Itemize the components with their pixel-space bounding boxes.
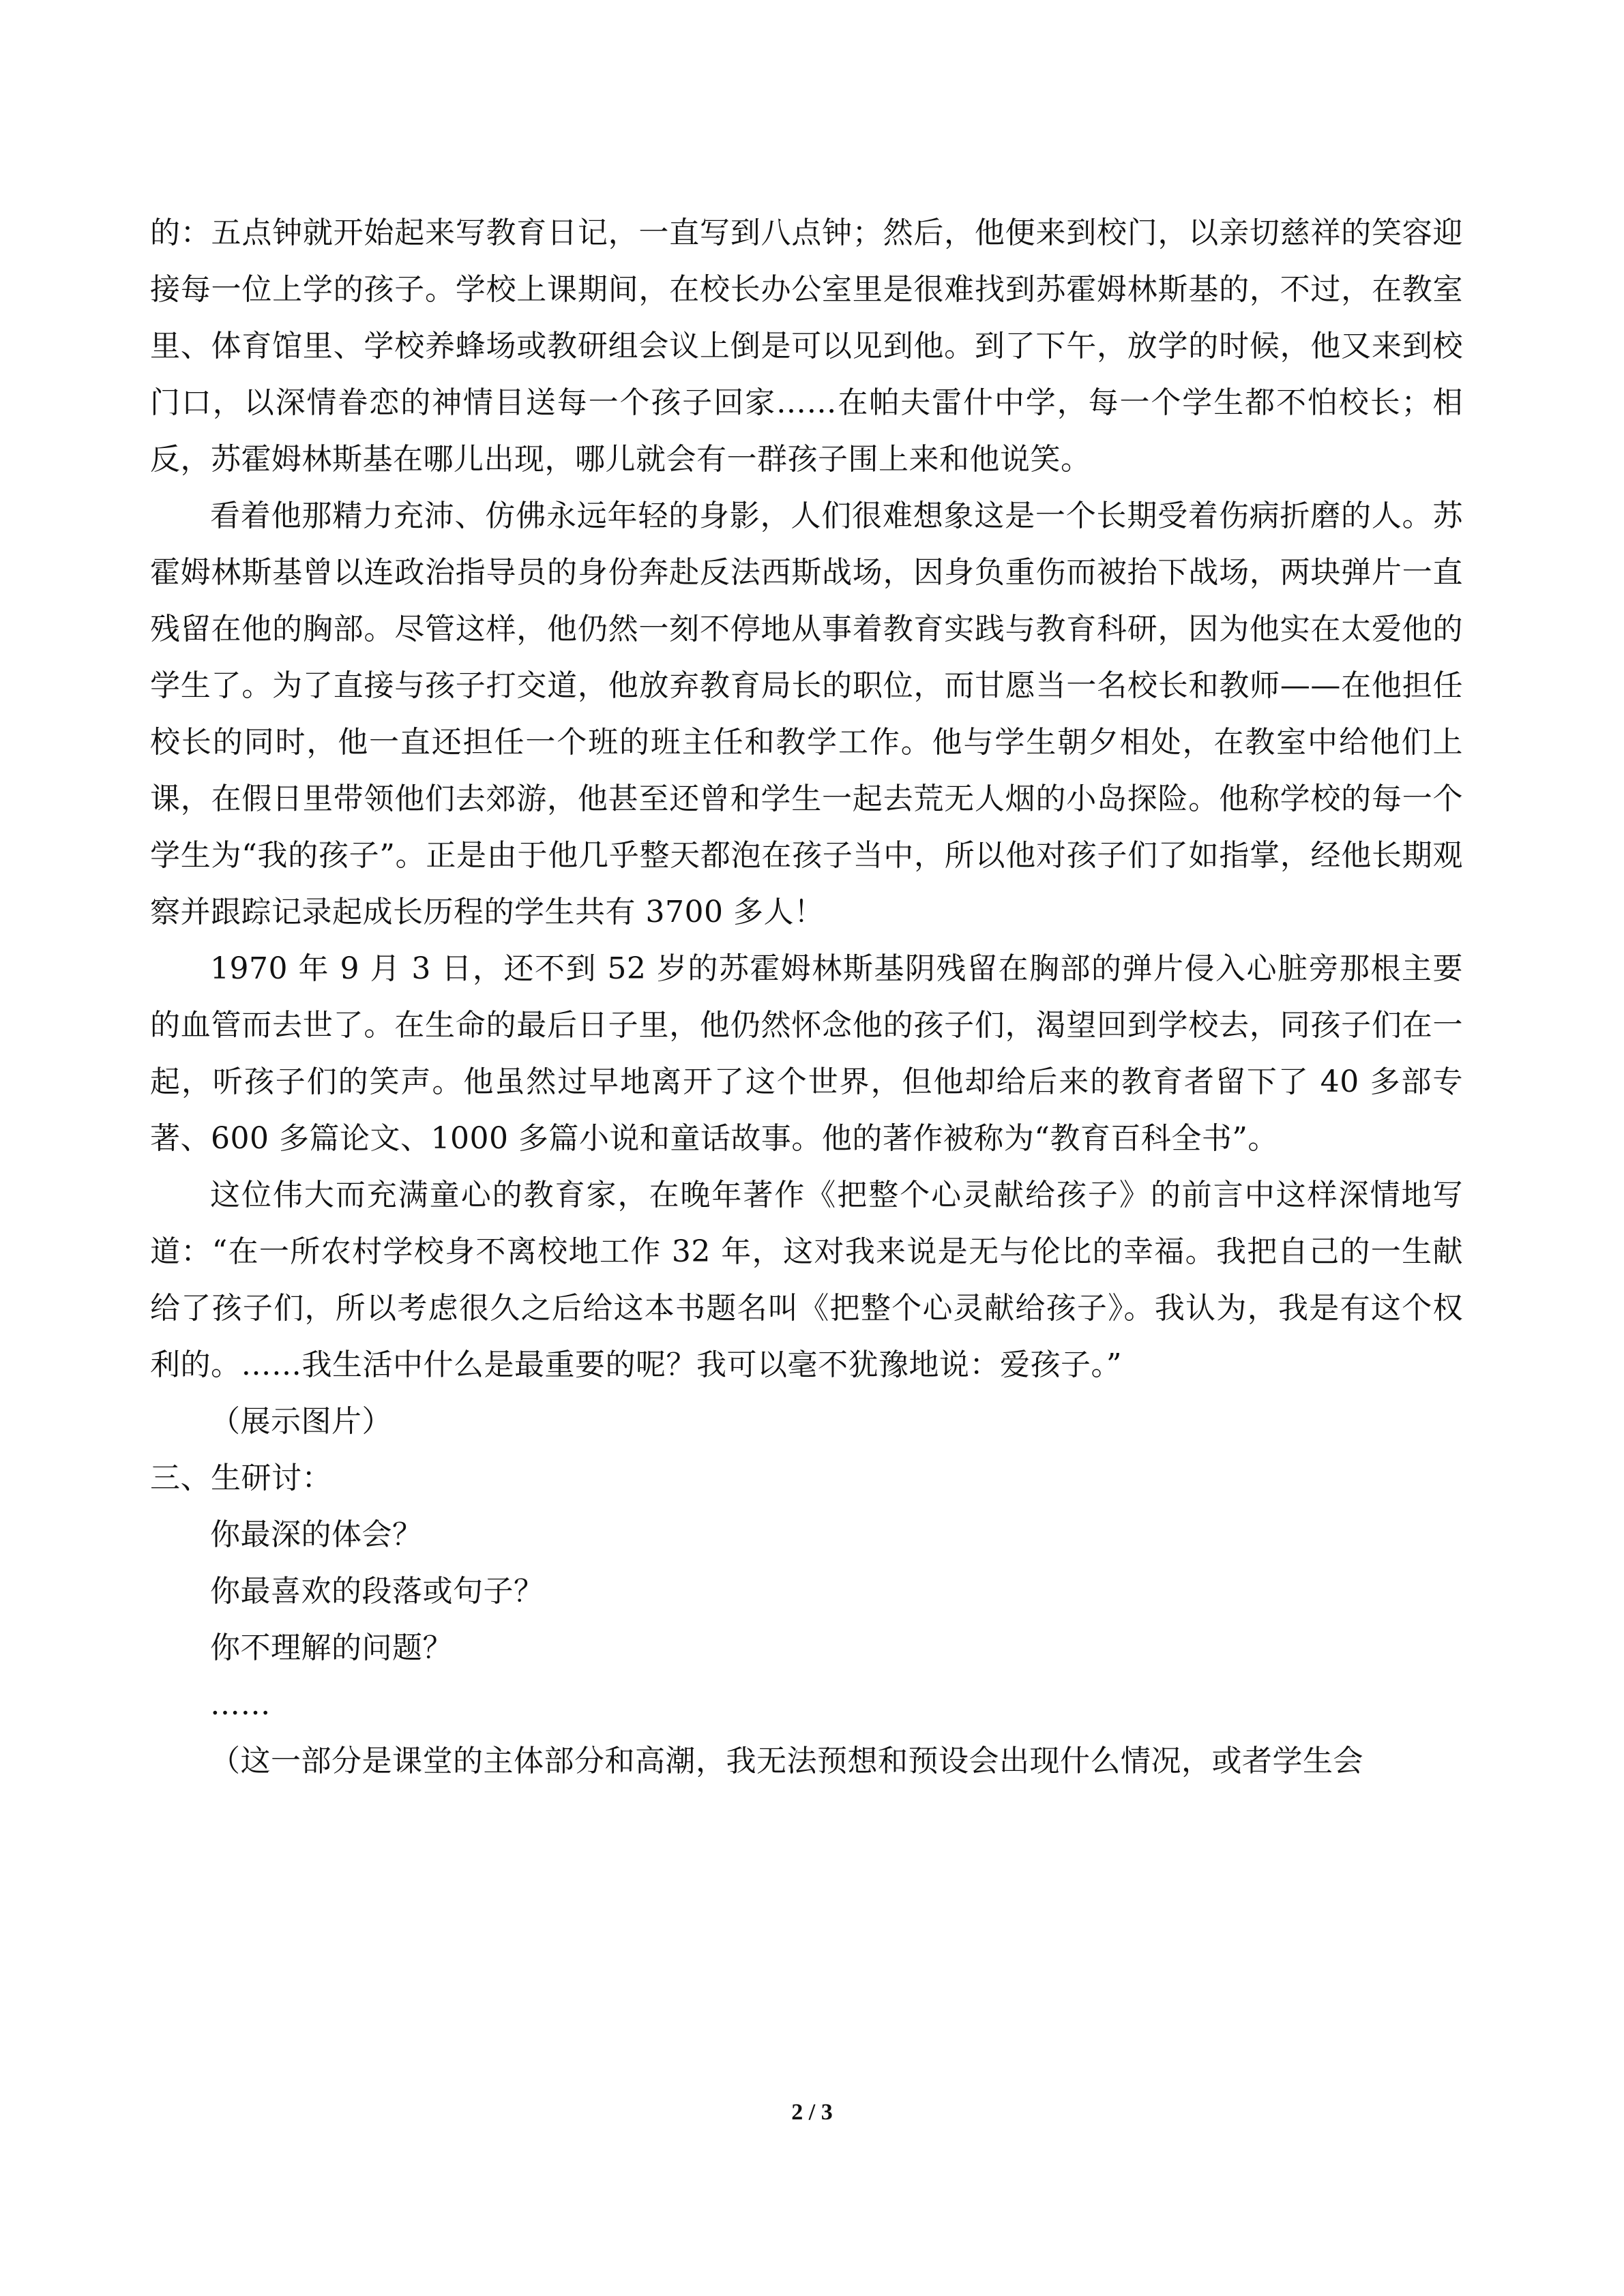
question-item: 你最深的体会？ xyxy=(210,1517,423,1552)
paragraph-3: 1970 年 9 月 3 日，还不到 52 岁的苏霍姆林斯基阴残留在胸部的弹片侵入心脏旁那根主要的血管而去世了。在生命的最后日子里，他仍然怀念他的孩子们，渴望回到学校去，同孩子们在一起，听孩子们的笑声。他虽然过早地离开了这个世界，但他却给后来的教育者留下了 40 多部专著、600 多篇论文、1000 多篇小说和童话故事。他的著作被称为“教育百科全书”。 xyxy=(150,951,1463,1156)
question-item: 你最喜欢的段落或句子？ xyxy=(210,1574,544,1609)
show-picture-note: （展示图片） xyxy=(210,1404,392,1439)
section-heading: 三、生研讨： xyxy=(150,1461,332,1495)
paragraph-4: 这位伟大而充满童心的教育家，在晚年著作《把整个心灵献给孩子》的前言中这样深情地写道：“在一所农村学校身不离校地工作 32 年，这对我来说是无与伦比的幸福。我把自己的一生献给了孩子们，所以考虑很久之后给这本书题名叫《把整个心灵献给孩子》。我认为，我是有这个权利的。……我生活中什么是最重要的呢？我可以毫不犹豫地说：爱孩子。” xyxy=(150,1178,1463,1382)
paragraph-1: 的：五点钟就开始起来写教育日记，一直写到八点钟；然后，他便来到校门，以亲切慈祥的笑容迎接每一位上学的孩子。学校上课期间，在校长办公室里是很难找到苏霍姆林斯基的，不过，在教室里、体育馆里、学校养蜂场或教研组会议上倒是可以见到他。到了下午，放学的时候，他又来到校门口，以深情眷恋的神情目送每一个孩子回家……在帕夫雷什中学，每一个学生都不怕校长；相反，苏霍姆林斯基在哪儿出现，哪儿就会有一群孩子围上来和他说笑。 xyxy=(150,215,1463,477)
paragraph-2: 看着他那精力充沛、仿佛永远年轻的身影，人们很难想象这是一个长期受着伤病折磨的人。苏霍姆林斯基曾以连政治指导员的身份奔赴反法西斯战场，因身负重伤而被抬下战场，两块弹片一直残留在他的胸部。尽管这样，他仍然一刻不停地从事着教育实践与教育科研，因为他实在太爱他的学生了。为了直接与孩子打交道，他放弃教育局长的职位，而甘愿当一名校长和教师——在他担任校长的同时，他一直还担任一个班的班主任和教学工作。他与学生朝夕相处，在教室中给他们上课，在假日里带领他们去郊游，他甚至还曾和学生一起去荒无人烟的小岛探险。他称学校的每一个学生为“我的孩子”。正是由于他几乎整天都泡在孩子当中，所以他对孩子们了如指掌，经他长期观察并跟踪记录起成长历程的学生共有 3700 多人！ xyxy=(150,498,1463,929)
question-item: 你不理解的问题？ xyxy=(210,1630,453,1665)
page-number: 2 / 3 xyxy=(791,2100,833,2125)
document-body xyxy=(150,205,1463,1789)
question-item: …… xyxy=(210,1687,271,1722)
closing-note: （这一部分是课堂的主体部分和高潮，我无法预想和预设会出现什么情况，或者学生会 xyxy=(210,1744,1363,1778)
